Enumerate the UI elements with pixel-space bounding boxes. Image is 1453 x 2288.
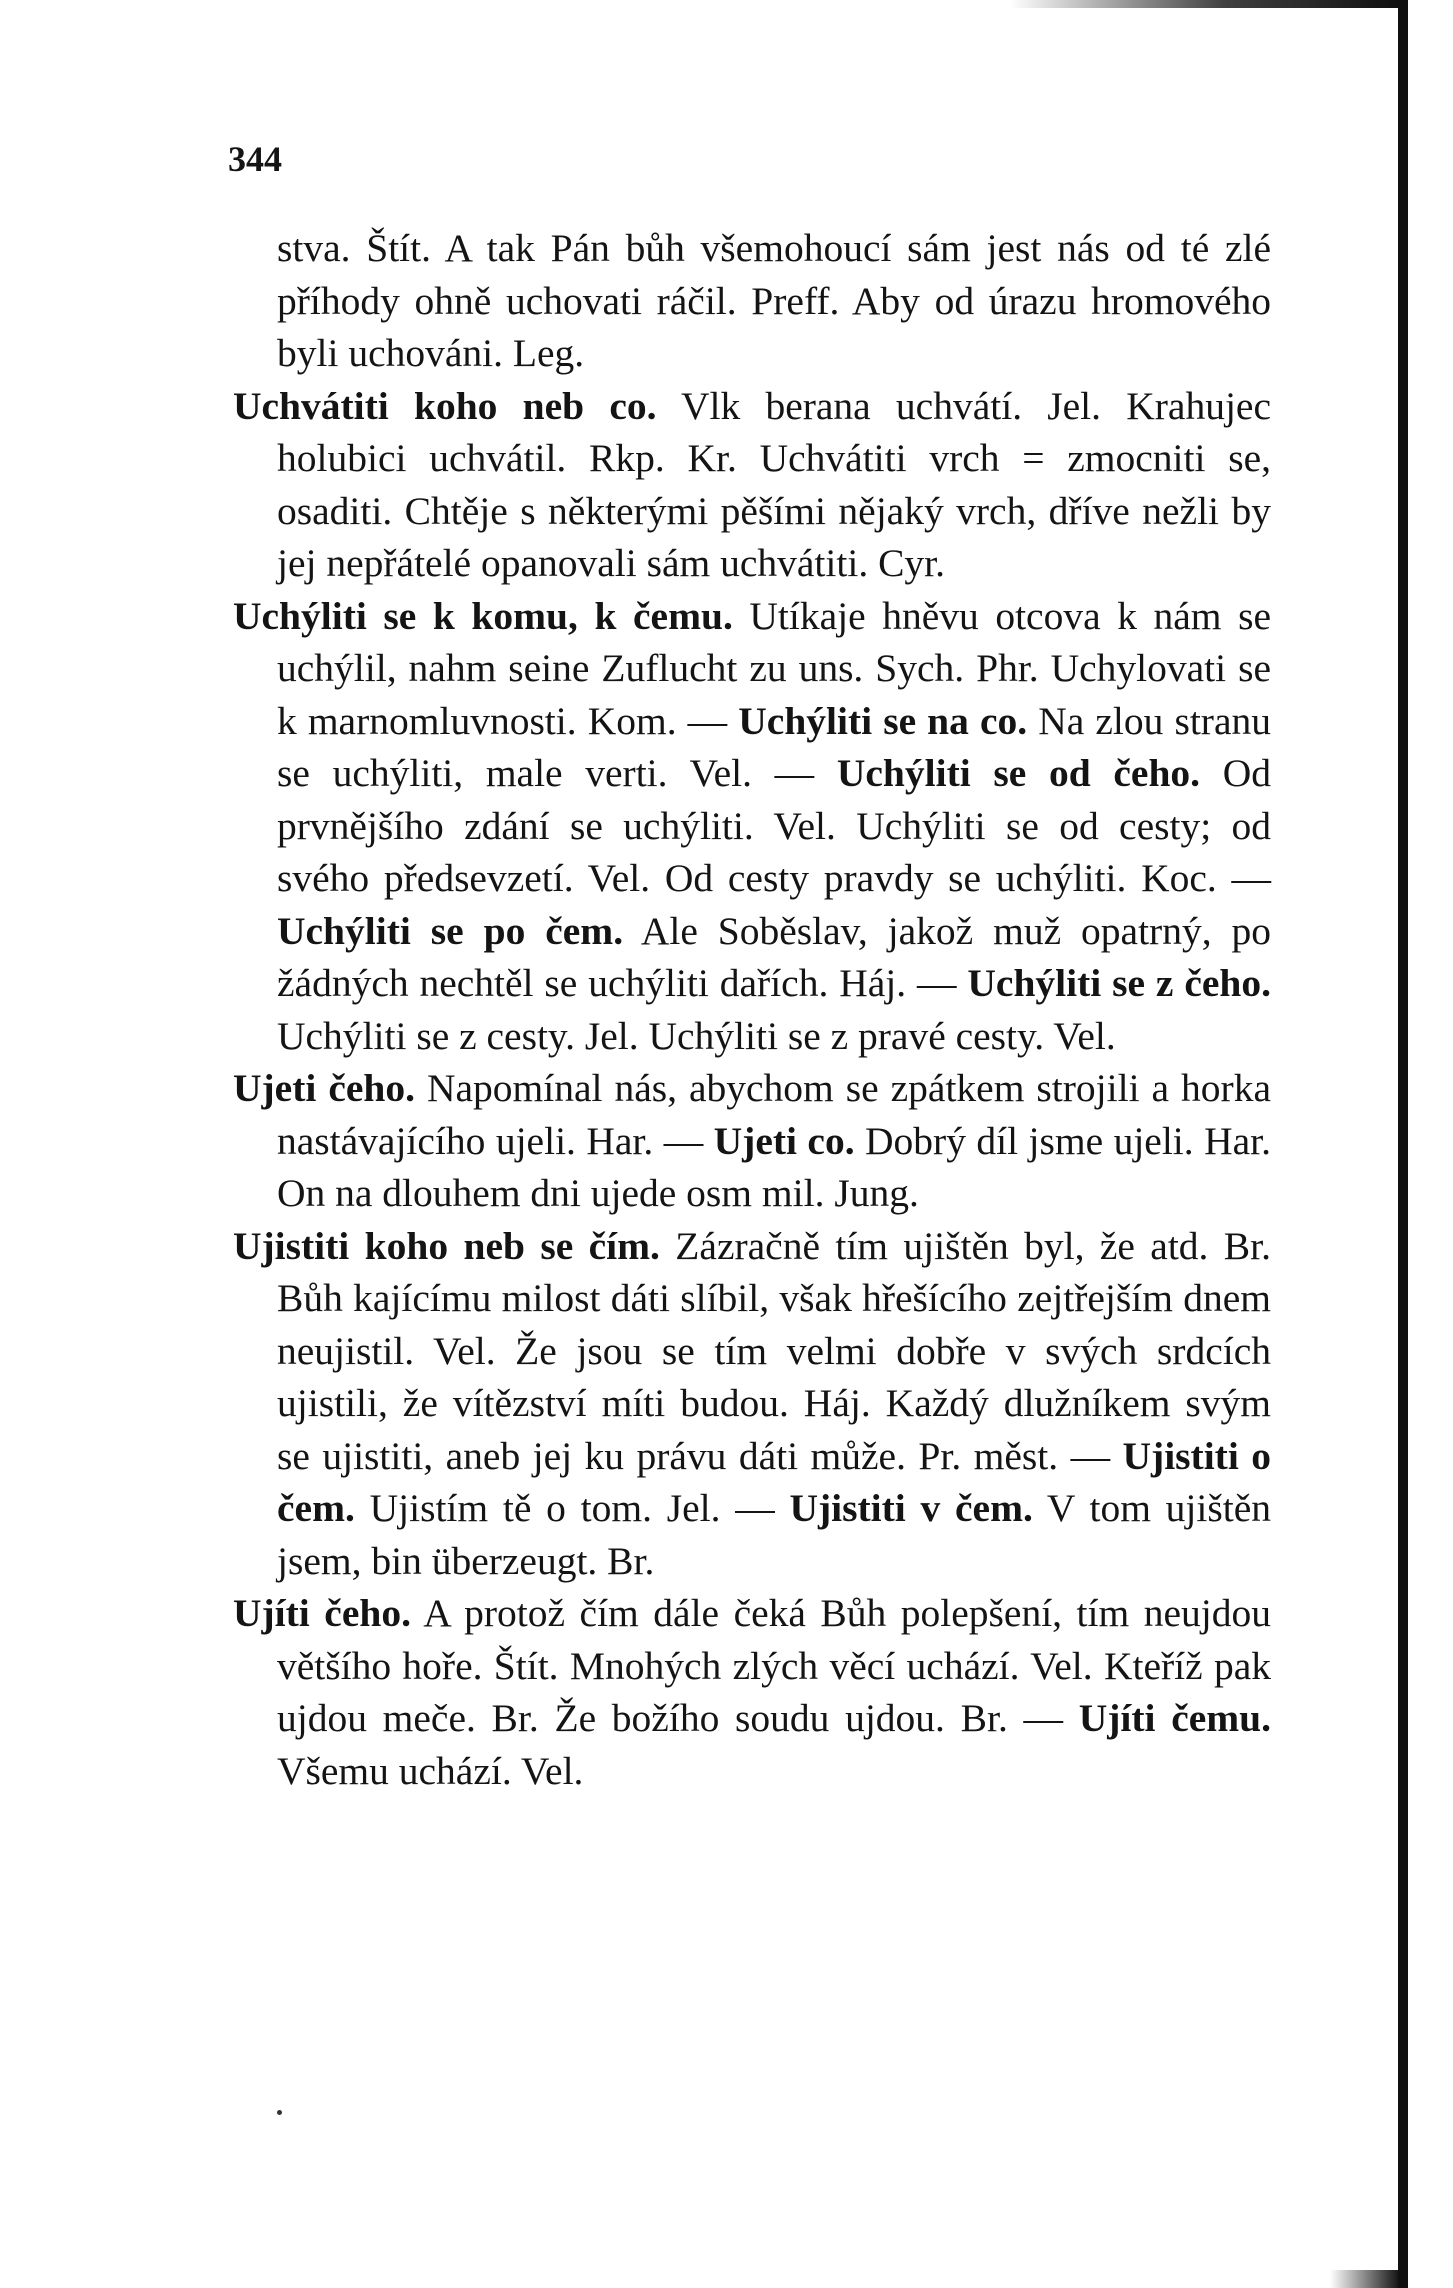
dictionary-text: [233, 222, 1271, 1797]
sub-headword: Uchýliti se z čeho.: [967, 961, 1271, 1005]
sub-headword: Ujistiti v čem.: [789, 1486, 1033, 1530]
headword: Uchýliti se k komu, k čemu.: [233, 593, 733, 638]
sub-headword: Ujíti čemu.: [1078, 1696, 1272, 1740]
entry-text: Ujistím tě o tom. Jel. —: [354, 1486, 790, 1530]
scan-border-bottom: [1330, 2270, 1400, 2288]
entry-ujistiti: [233, 1220, 1271, 1588]
entry-text: Zázračně tím ujištěn byl, že atd. Br. Bůh kajícímu milost dáti slíbil, však hřešícího zejtřejším dnem neujistil. Vel. Že jsou se tím velmi dobře v svých srdcích ujistili, že vítězství míti budou. Háj. Každý dlužníkem svým se ujistiti, aneb jej ku právu dáti může. Pr. měst. —: [277, 1223, 1272, 1478]
entry-uchyliti: [233, 590, 1271, 1063]
entry-text: Od prvnějšího zdání se uchýliti. Vel. Uchýliti se od cesty; od svého předsevzetí. Vel. Od cesty pravdy se uchýliti. Koc. —: [277, 751, 1272, 900]
entry-text: Dobrý díl jsme ujeli. Har. On na dlouhem dni ujede osm mil. Jung.: [277, 1118, 1271, 1215]
entry-uchvatiti: [233, 380, 1271, 590]
sub-headword: Uchýliti se na co.: [738, 698, 1028, 743]
headword: Ujeti čeho.: [233, 1066, 415, 1110]
sub-headword: Uchýliti se po čem.: [277, 908, 624, 953]
page-number: 344: [228, 139, 282, 179]
sub-headword: Uchýliti se od čeho.: [836, 751, 1201, 795]
sub-headword: Ujeti co.: [713, 1118, 855, 1163]
headword: Ujistiti koho neb se čím.: [233, 1223, 660, 1268]
entry-continuation: [233, 222, 1271, 380]
entry-ujiti: [233, 1587, 1271, 1797]
scan-border-top: [1010, 0, 1400, 8]
entry-text: Napomínal nás, abychom se zpátkem strojili a horka nastávajícího ujeli. Har. —: [277, 1066, 1271, 1163]
entry-text: Vlk berana uchvátí. Jel. Krahujec holubici uchvátil. Rkp. Kr. Uchvátiti vrch = zmocniti se, osaditi. Chtěje s některými pěšími nějaký vrch, dříve nežli by jej nepřátelé opanovali sám uchvátiti. Cyr.: [277, 383, 1272, 585]
entry-text: A protož čím dále čeká Bůh polepšení, tím neujdou většího hoře. Štít. Mnohých zlých věcí uchází. Vel. Kteříž pak ujdou meče. Br. Že božího soudu ujdou. Br. —: [277, 1591, 1271, 1740]
entry-text: Na zlou stranu se uchýliti, male verti. Vel. —: [277, 698, 1271, 795]
entry-text: V tom ujištěn jsem, bin überzeugt. Br.: [277, 1486, 1272, 1583]
ink-speck: [277, 2110, 282, 2115]
sub-headword: Ujistiti o čem.: [277, 1433, 1271, 1530]
entry-text: Uchýliti se z cesty. Jel. Uchýliti se z pravé cesty. Vel.: [277, 1013, 1116, 1058]
entry-text: Ale Soběslav, jakož muž opatrný, po žádných nechtěl se uchýliti dařích. Háj. —: [277, 908, 1271, 1005]
entry-ujeti: [233, 1062, 1271, 1220]
entry-text: Utíkaje hněvu otcova k nám se uchýlil, nahm seine Zuflucht zu uns. Sych. Phr. Uchylovati se k marnomluvnosti. Kom. —: [277, 593, 1271, 743]
scan-border-right: [1398, 0, 1408, 2288]
entry-text: stva. Štít. A tak Pán bůh všemohoucí sám jest nás od té zlé příhody ohně uchovati ráčil. Preff. Aby od úrazu hromového byli uchováni. Leg.: [277, 226, 1271, 375]
entry-text: Všemu uchází. Vel.: [277, 1748, 584, 1793]
headword: Uchvátiti koho neb co.: [233, 383, 657, 428]
headword: Ujíti čeho.: [233, 1591, 411, 1635]
